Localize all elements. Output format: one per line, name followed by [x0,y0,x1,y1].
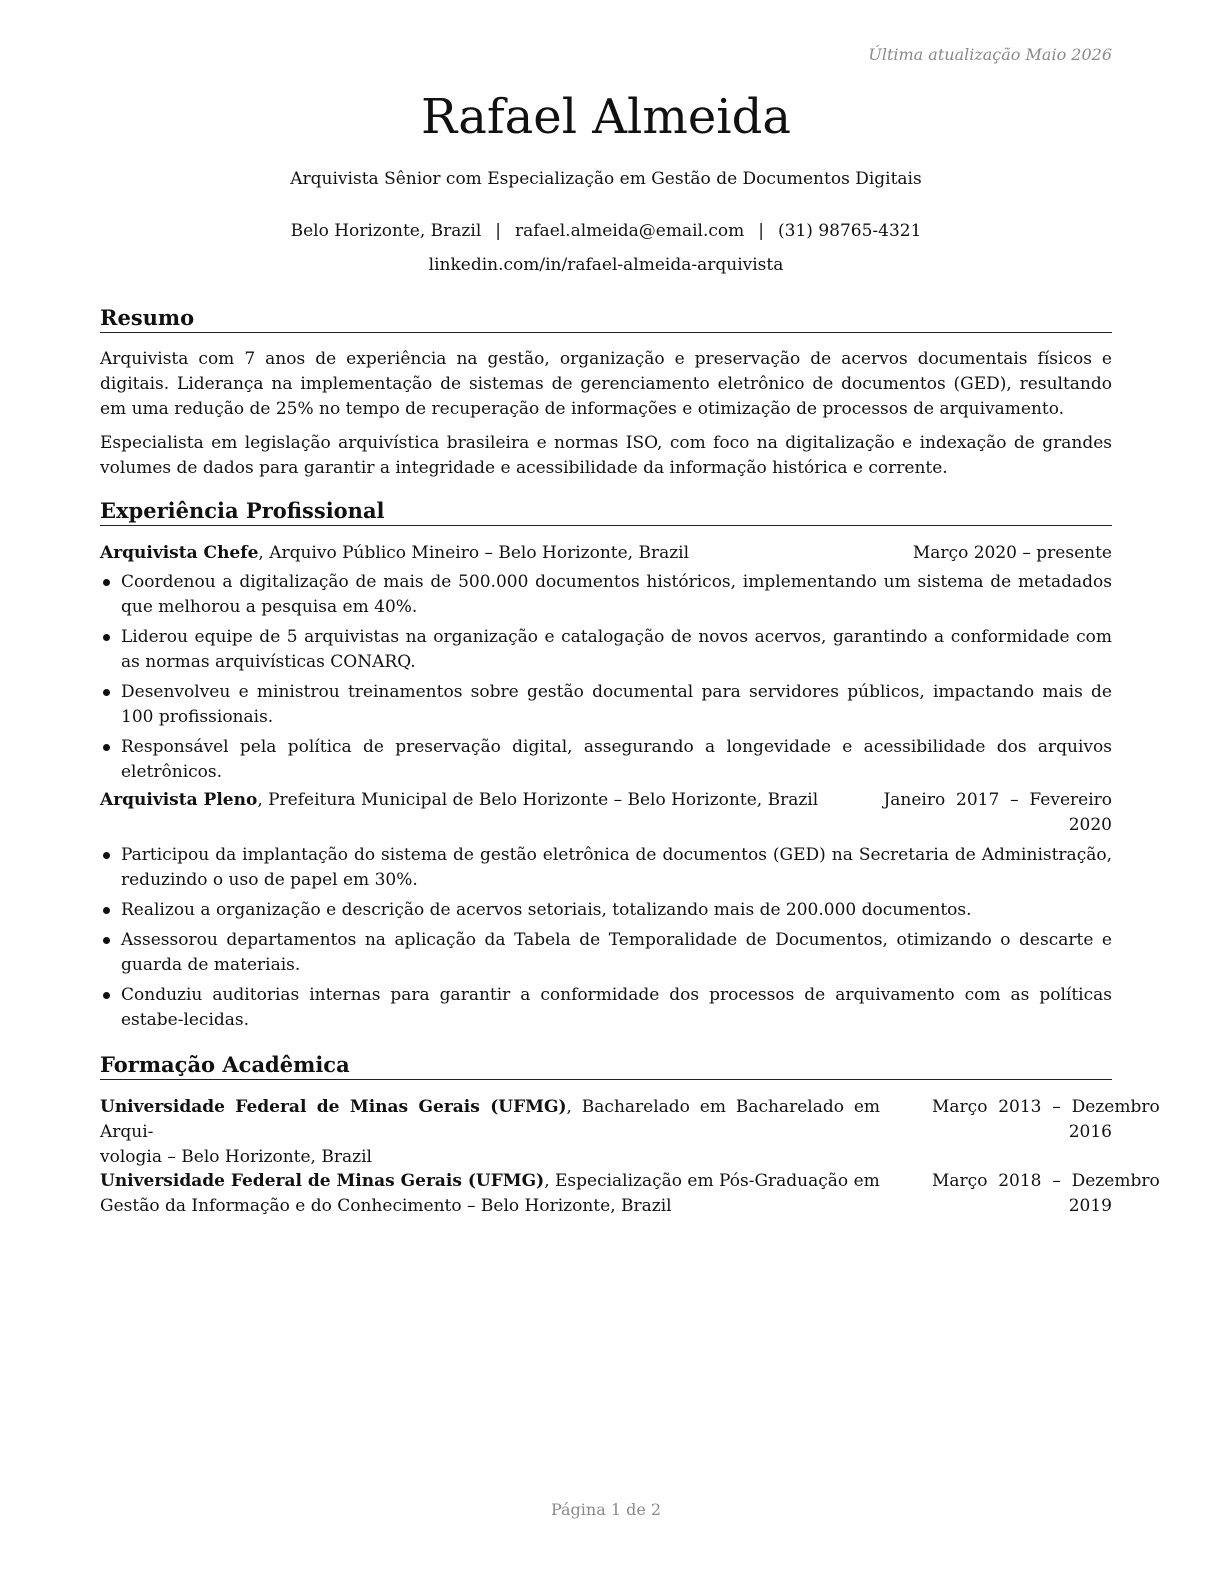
last-updated: Última atualização Maio 2026 [868,45,1112,64]
list-item: Responsável pela política de preservação digital, assegurando a longevidade e acessibilidade dos arquivos eletrônicos. [100,735,1112,785]
job-org: , Arquivo Público Mineiro – Belo Horizonte, Brazil [258,543,690,563]
job-org: , Prefeitura Municipal de Belo Horizonte – Belo Horizonte, Brazil [257,790,819,810]
education-degree: , Bacharelado em Bacharelado em Arqui- [100,1097,880,1142]
list-item: Conduziu auditorias internas para garantir a conformidade dos processos de arquivamento com as políticas estabe-lecidas. [100,983,1112,1033]
education-institution: Universidade Federal de Minas Gerais (UFMG) [100,1097,567,1117]
phone: (31) 98765-4321 [778,221,922,241]
list-item: Coordenou a digitalização de mais de 500.000 documentos históricos, implementando um sistema de metadados que melhorou a pesquisa em 40%. [100,570,1112,620]
education-dates-end: 2016 [1068,1122,1112,1142]
section-heading-summary: Resumo [100,304,1112,333]
linkedin-link[interactable]: linkedin.com/in/rafael-almeida-arquivista [428,255,784,275]
job-title: Arquivista Pleno [100,790,258,810]
contact-separator: | [495,221,501,241]
candidate-subtitle: Arquivista Sênior com Especialização em Gestão de Documentos Digitais [290,169,922,189]
section-heading-experience: Experiência Profissional [100,497,1112,526]
job-title: Arquivista Chefe [100,543,259,563]
contact-separator: | [758,221,765,241]
education-degree: , Especialização em Pós-Graduação em [544,1171,880,1191]
list-item: Participou da implantação do sistema de gestão eletrônica de documentos (GED) na Secretaria de Administração, reduzindo o uso de papel em 30%. [100,843,1112,893]
list-item: Desenvolveu e ministrou treinamentos sobre gestão documental para servidores públicos, impactando mais de 100 profissionais. [100,680,1112,730]
job-bullets [100,843,1112,1038]
page-number: Página 1 de 2 [550,1500,662,1519]
job-dates-end: 2020 [1068,815,1112,835]
summary-paragraph: Arquivista com 7 anos de experiência na gestão, organização e preservação de acervos documentais físicos e digitais. Liderança na implementação de sistemas de gerenciamento eletrônico de documentos (GED), resultando em uma redução de 25% no tempo de recuperação de informações e otimização de processos de arquivamento. [100,349,1112,419]
job-dates [883,788,1112,838]
list-item: Liderou equipe de 5 arquivistas na organização e catalogação de novos acervos, garantindo a conformidade com as normas arquivísticas CONARQ. [100,625,1112,675]
contact-line [100,219,1112,243]
list-item: Assessorou departamentos na aplicação da Tabela de Temporalidade de Documentos, otimizando o descarte e guarda de materiais. [100,928,1112,978]
list-item: Realizou a organização e descrição de acervos setoriais, totalizando mais de 200.000 documentos. [100,898,1112,923]
education-degree-cont: Gestão da Informação e do Conhecimento – Belo Horizonte, Brazil [100,1196,672,1216]
candidate-name: Rafael Almeida [421,89,791,145]
education-dates [932,1169,1160,1219]
education-dates-start: Março 2013 – Dezembro [932,1097,1160,1117]
education-institution: Universidade Federal de Minas Gerais (UFMG) [100,1171,545,1191]
education-entry [100,1095,880,1170]
summary-paragraph: Especialista em legislação arquivística brasileira e normas ISO, com foco na digitalização e indexação de grandes volumes de dados para garantir a integridade e acessibilidade da informação histórica e corrente. [100,433,1112,478]
job-bullets [100,570,1112,790]
job-dates: Março 2020 – presente [912,543,1112,563]
education-degree-cont: vologia – Belo Horizonte, Brazil [100,1147,372,1167]
education-entry [100,1169,880,1219]
email[interactable]: rafael.almeida@email.com [515,221,745,241]
resume-page [100,0,1160,1584]
education-dates [932,1095,1160,1145]
education-dates-end: 2019 [1068,1196,1112,1216]
job-dates-start: Janeiro 2017 – Fevereiro [883,790,1112,810]
location: Belo Horizonte, Brazil [290,221,482,241]
section-heading-education: Formação Acadêmica [100,1051,1112,1080]
education-dates-start: Março 2018 – Dezembro [932,1171,1160,1191]
